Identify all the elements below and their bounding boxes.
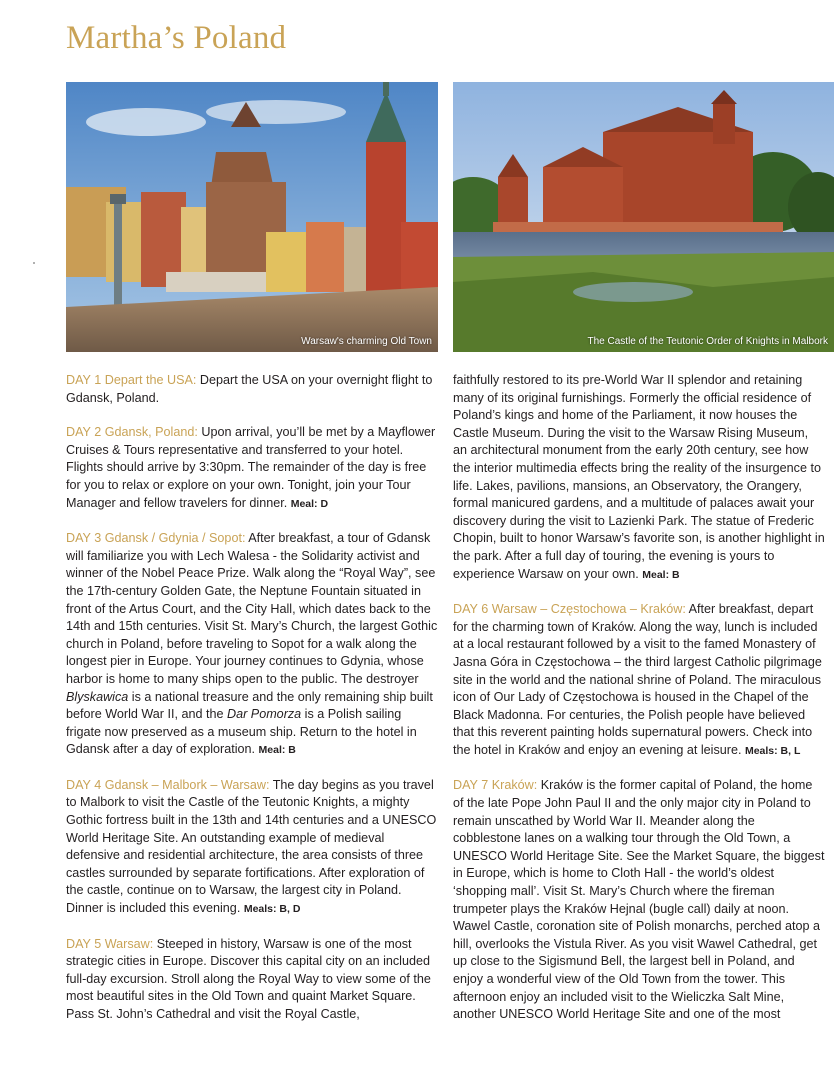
malbork-castle-photo: [453, 82, 834, 352]
day-6-entry: [453, 601, 825, 760]
day-3-label: DAY 3 Gdansk / Gdynia / Sopot:: [66, 531, 246, 546]
day-5-entry: [66, 936, 438, 1024]
scan-speck: [33, 262, 35, 264]
malbork-castle-image: [453, 82, 834, 352]
photo-caption-right: The Castle of the Teutonic Order of Knights in Malbork: [587, 336, 828, 347]
day-5-continued: [453, 372, 825, 584]
day-7-text: Kraków is the former capital of Poland, the home of the late Pope John Paul II and the only major city in Poland to remain unscathed by World War II. Meander along the cobblestone lanes on a walking tour through the Old Town, a UNESCO World Heritage Site. See the Market Square, the biggest in Europe, which is home to Cloth Hall - the world’s oldest ‘shopping mall’. Visit St. Mary’s Church where the fireman trumpeter plays the Kraków Hejnal (bugle call) daily at noon. Wawel Castle, coronation site of Polish monarchs, perched atop a hill, overlooks the Vistula River. As you visit Wawel Cathedral, get up close to the Sigismund Bell, the largest bell in Poland, and enjoy a wonderful view of the Old Town from the tower. This afternoon enjoy an included visit to the Wieliczka Salt Mine, another UNESCO World Heritage Site and one of the most: [453, 778, 825, 1022]
day-3-text-2: is a national treasure and the only remaining ship built before World War II, and the: [66, 689, 433, 722]
day-3-entry: [66, 530, 438, 760]
day-5-meal: Meal: B: [642, 568, 680, 581]
day-3-text-3: is a Polish sailing frigate now preserved as a museum ship. Return to the hotel in Gdansk after a day of exploration.: [66, 707, 417, 757]
day-1-entry: [66, 372, 438, 407]
warsaw-old-town-image: [66, 82, 438, 352]
day-2-entry: [66, 424, 438, 513]
itinerary-column-left: [66, 372, 438, 1041]
page-title: Martha’s Poland: [66, 20, 287, 56]
day-2-meal: Meal: D: [290, 497, 329, 510]
day-4-text: The day begins as you travel to Malbork to visit the Castle of the Teutonic Knights, a mighty Gothic fortress built in the 13th and 14th centuries and a UNESCO World Heritage Site. An outstanding example of medieval defensive and residential architecture, the area consists of three castles surrounded by separate fortifications. After exploration of the castle, continue on to Warsaw, the largest city in Poland. Dinner is included this evening.: [66, 777, 437, 916]
day-6-text: After breakfast, depart for the charming town of Kraków. Along the way, lunch is included at a local restaurant followed by a visit to the famed Monastery of Jasna Góra in Częstochowa – the third largest Catholic pilgrimage site in the world and the national shrine of Poland. The miraculous icon of Our Lady of Częstochowa is housed in the Chapel of the Black Madonna. For centuries, the Polish people have believed that this reverent painting holds supernatural powers. Check into the hotel in Kraków and enjoy an evening at leisure.: [453, 602, 822, 757]
day-4-label: DAY 4 Gdansk – Malbork – Warsaw:: [66, 777, 270, 792]
ship-name-dar-pomorza: Dar Pomorza: [227, 707, 302, 722]
day-7-label: DAY 7 Kraków:: [453, 778, 538, 793]
day-7-entry: [453, 777, 825, 1023]
day-2-text: Upon arrival, you’ll be met by a Mayflower Cruises & Tours representative and transferred to your hotel. Flights should arrive by 3:30pm. The remainder of the day is free for you to relax or explore on your own. Tonight, join your Tour Manager and fellow travelers for dinner.: [66, 425, 436, 510]
day-6-meal: Meals: B, L: [744, 744, 801, 757]
day-2-label: DAY 2 Gdansk, Poland:: [66, 425, 198, 440]
day-4-meal: Meals: B, D: [243, 903, 301, 916]
warsaw-old-town-photo: [66, 82, 438, 352]
day-5-label: DAY 5 Warsaw:: [66, 936, 154, 951]
day-5-text-continued: faithfully restored to its pre-World War II splendor and retaining many of its original furnishings. Formerly the official residence of Poland’s kings and home of the Parliament, it now houses the Castle Museum. During the visit to the Warsaw Rising Museum, an architectural monument from the early 20th century, see how the interior multimedia effects bring the reality of the insurgence to life. Lakes, pavilions, mansions, an Observatory, the Orangery, formal manicured gardens, and a multitude of palaces await your discovery during the visit to Lazienki Park. The statue of Frederic Chopin, built to honor Warsaw’s favorite son, is another highlight in the park. After a full day of touring, the evening is yours to experience Warsaw on your own.: [453, 373, 825, 581]
day-1-text: Depart the USA on your overnight flight to Gdansk, Poland.: [66, 373, 433, 405]
day-4-entry: [66, 777, 438, 919]
day-6-label: DAY 6 Warsaw – Częstochowa – Kraków:: [453, 602, 686, 617]
day-3-meal: Meal: B: [258, 744, 296, 757]
itinerary-column-right: [453, 372, 825, 1041]
photo-caption-left: Warsaw's charming Old Town: [301, 336, 432, 347]
day-5-text: Steeped in history, Warsaw is one of the most strategic cities in Europe. Discover this capital city on an included full-day excursion. Stroll along the Royal Way to view some of the most beautiful sites in the Old Town and quaint Market Square. Pass St. John’s Cathedral and visit the Royal Castle,: [66, 936, 431, 1021]
day-3-text-1: After breakfast, a tour of Gdansk will familiarize you with Lech Walesa - the Solidarity activist and winner of the Nobel Peace Prize. Walk along the “Royal Way”, see the 17th-century Golden Gate, the Neptune Fountain situated in front of the Artus Court, and the City Hall, which dates back to the 14th and 15th centuries. Visit St. Mary’s Church, the largest Gothic church in Poland, before traveling to Sopot for a walk along the longest pier in Europe. Your journey continues to Gdynia, whose harbor is home to many ships open to the public. The destroyer: [66, 531, 438, 686]
ship-name-blyskawica: Blyskawica: [66, 689, 129, 704]
day-1-label: DAY 1 Depart the USA:: [66, 373, 197, 387]
